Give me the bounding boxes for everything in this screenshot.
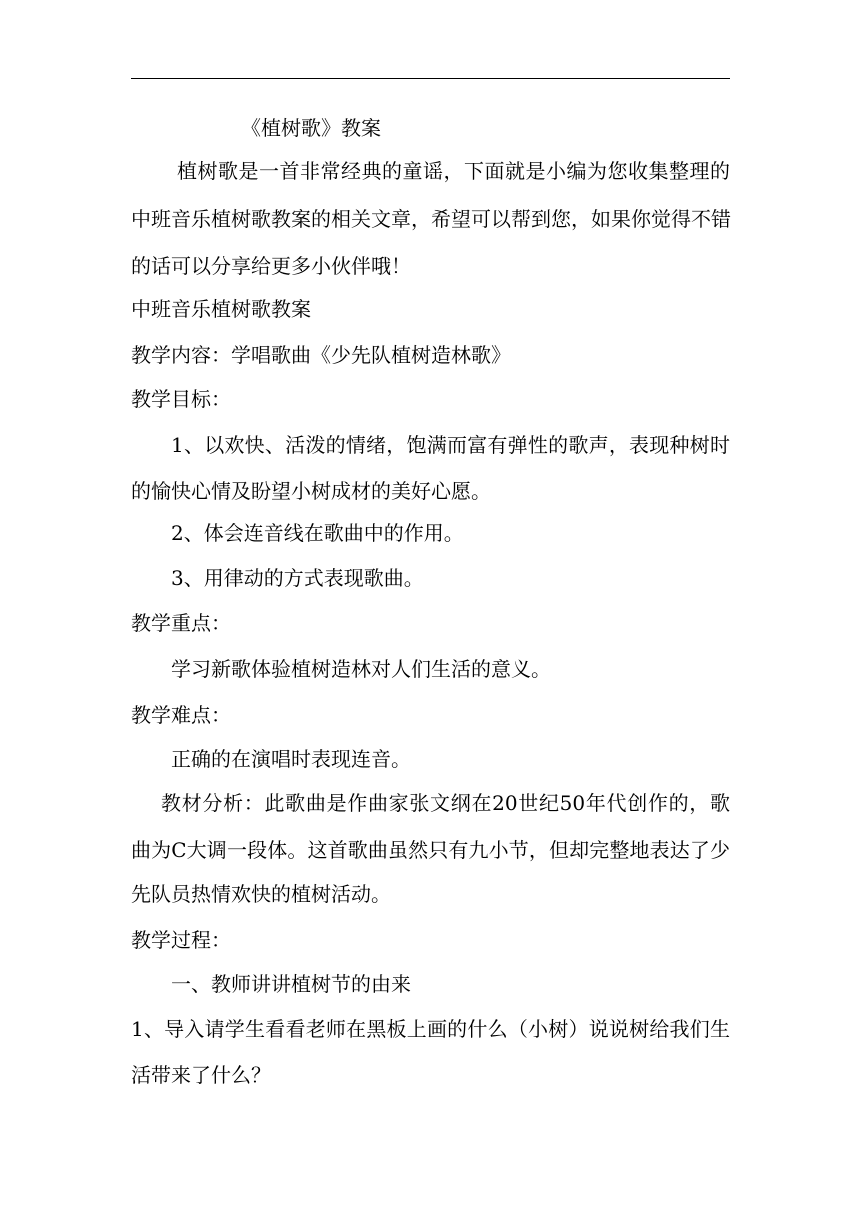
paragraph-line: 活带来了什么？ [131, 1063, 271, 1087]
list-item: 1、导入请学生看看老师在黑板上画的什么（小树）说说树给我们生 [131, 1017, 730, 1041]
paragraph-line: 中班音乐植树歌教案的相关文章，希望可以帮到您，如果你觉得不错 [131, 207, 731, 231]
section-heading: 教学难点： [131, 703, 231, 727]
document-title: 《植树歌》教案 [241, 116, 381, 140]
list-item: 1、以欢快、活泼的情绪，饱满而富有弹性的歌声，表现种树时 [171, 433, 730, 457]
section-heading: 教学过程： [131, 928, 231, 952]
paragraph-line: 先队员热情欢快的植树活动。 [131, 882, 391, 906]
paragraph-line: 教材分析：此歌曲是作曲家张文纲在20世纪50年代创作的，歌 [161, 791, 730, 815]
paragraph-line: 植树歌是一首非常经典的童谣，下面就是小编为您收集整理的 [177, 159, 730, 183]
list-item: 一、教师讲讲植树节的由来 [171, 972, 411, 996]
header-rule [131, 78, 730, 79]
section-heading: 教学目标： [131, 387, 231, 411]
list-item: 2、体会连音线在歌曲中的作用。 [171, 521, 464, 545]
paragraph-line: 的愉快心情及盼望小树成材的美好心愿。 [131, 479, 491, 503]
paragraph-line: 正确的在演唱时表现连音。 [171, 747, 411, 771]
section-heading: 中班音乐植树歌教案 [131, 297, 311, 321]
section-heading: 教学重点： [131, 611, 231, 635]
paragraph-line: 学习新歌体验植树造林对人们生活的意义。 [171, 657, 551, 681]
paragraph-line: 教学内容：学唱歌曲《少先队植树造林歌》 [131, 343, 511, 367]
paragraph-line: 的话可以分享给更多小伙伴哦！ [131, 254, 411, 278]
list-item: 3、用律动的方式表现歌曲。 [171, 566, 424, 590]
paragraph-line: 曲为C大调一段体。这首歌曲虽然只有九小节，但却完整地表达了少 [131, 838, 730, 862]
